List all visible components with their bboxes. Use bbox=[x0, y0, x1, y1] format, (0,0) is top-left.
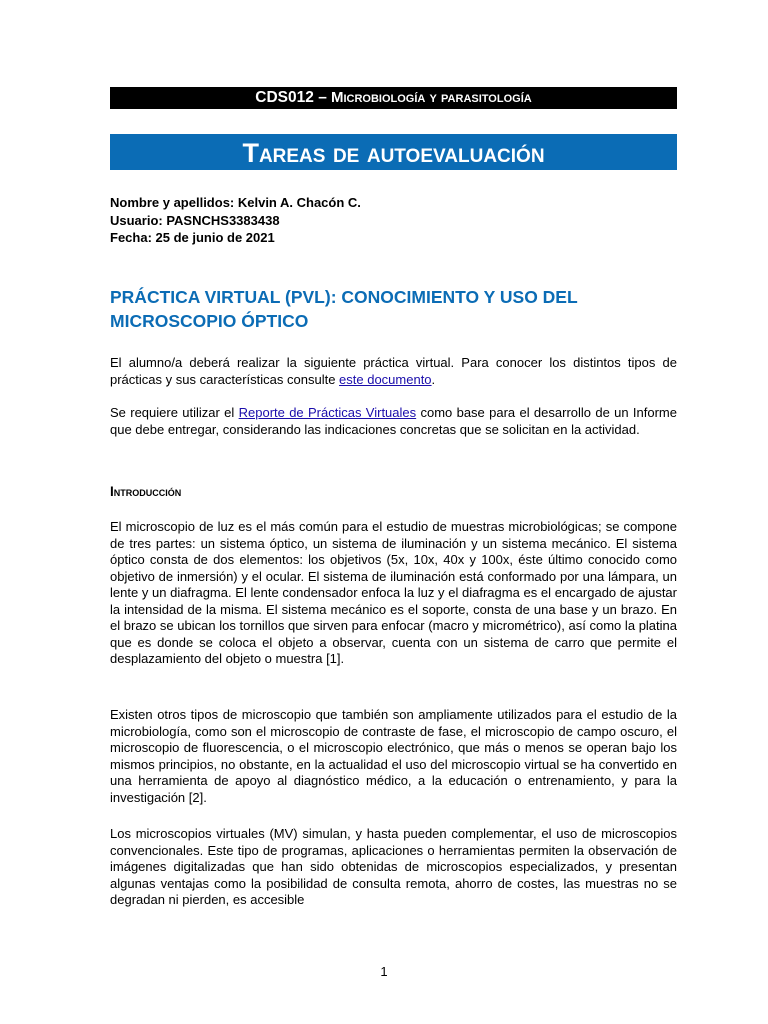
paragraph-text: . bbox=[431, 371, 436, 387]
este-documento-link[interactable]: este documento bbox=[339, 371, 432, 387]
student-user: Usuario: PASNCHS3383438 bbox=[110, 212, 280, 228]
instructions-paragraph bbox=[110, 355, 677, 388]
intro-heading: Introducción bbox=[110, 484, 182, 499]
course-header-bar bbox=[110, 87, 677, 109]
course-code: CDS012 – bbox=[255, 89, 327, 106]
intro-paragraph-1: El microscopio de luz es el más común para el estudio de muestras microbiológicas; se compone de tres partes: un sistema óptico, un sistema de iluminación y un sistema mecánico. El sistema óptico consta de dos elementos: los objetivos (5x, 10x, 40x y 100x, éste último conocido como objetivo de inmersión) y el ocular. El sistema de iluminación está conformado por una lámpara, un lente y un diafragma. El lente condensador enfoca la luz y el diafragma es el encargado de ajustar la intensidad de la misma. El sistema mecánico es el soporte, consta de una base y un brazo. En el brazo se ubican los tornillos que sirven para enfocar (macro y micrométrico), así como la platina que es donde se coloca el objeto a observar, cuenta con un sistema de carro que permite el desplazamiento del objeto o muestra [1]. bbox=[110, 519, 677, 666]
page-number: 1 bbox=[380, 964, 388, 979]
student-name: Nombre y apellidos: Kelvin A. Chacón C. bbox=[110, 195, 361, 210]
paragraph-text: Se requiere utilizar el bbox=[110, 405, 239, 420]
student-info bbox=[110, 194, 361, 247]
course-name: Microbiología y parasitología bbox=[330, 89, 532, 106]
reporte-practicas-link[interactable]: Reporte de Prácticas Virtuales bbox=[238, 405, 417, 420]
paragraph-text: como base para el desarrollo de un Informe que debe entregar, considerando las indicaciones concretas que se solicitan en la actividad. bbox=[110, 405, 677, 437]
page-title: Tareas de autoevaluación bbox=[110, 134, 677, 170]
paragraph-text: El alumno/a deberá realizar la siguiente práctica virtual. Para conocer los distintos tipos de prácticas y sus características consulte bbox=[110, 355, 677, 387]
report-paragraph bbox=[110, 405, 677, 438]
section-title: PRÁCTICA VIRTUAL (PVL): CONOCIMIENTO Y USO DEL MICROSCOPIO ÓPTICO bbox=[110, 287, 578, 331]
intro-paragraph-2: Existen otros tipos de microscopio que también son ampliamente utilizados para el estudio de la microbiología, como son el microscopio de contraste de fase, el microscopio de campo oscuro, el microscopio de fluorescencia, o el microscopio electrónico, que más o menos se operan bajo los mismos principios, no obstante, en la actualidad el uso del microscopio virtual se ha convertido en una herramienta de apoyo al diagnóstico médico, a la educación o entrenamiento, y para la investigación [2]. bbox=[110, 707, 677, 805]
submission-date: Fecha: 25 de junio de 2021 bbox=[110, 230, 275, 245]
intro-paragraph-3: Los microscopios virtuales (MV) simulan, y hasta pueden complementar, el uso de microscopios convencionales. Este tipo de programas, aplicaciones o herramientas permiten la observación de imágenes digitalizadas que han sido obtenidas de microscopios especializados, y presentan algunas ventajas como la posibilidad de consulta remota, ahorro de costes, las muestras no se degradan ni pierden, es accesible bbox=[110, 826, 677, 907]
